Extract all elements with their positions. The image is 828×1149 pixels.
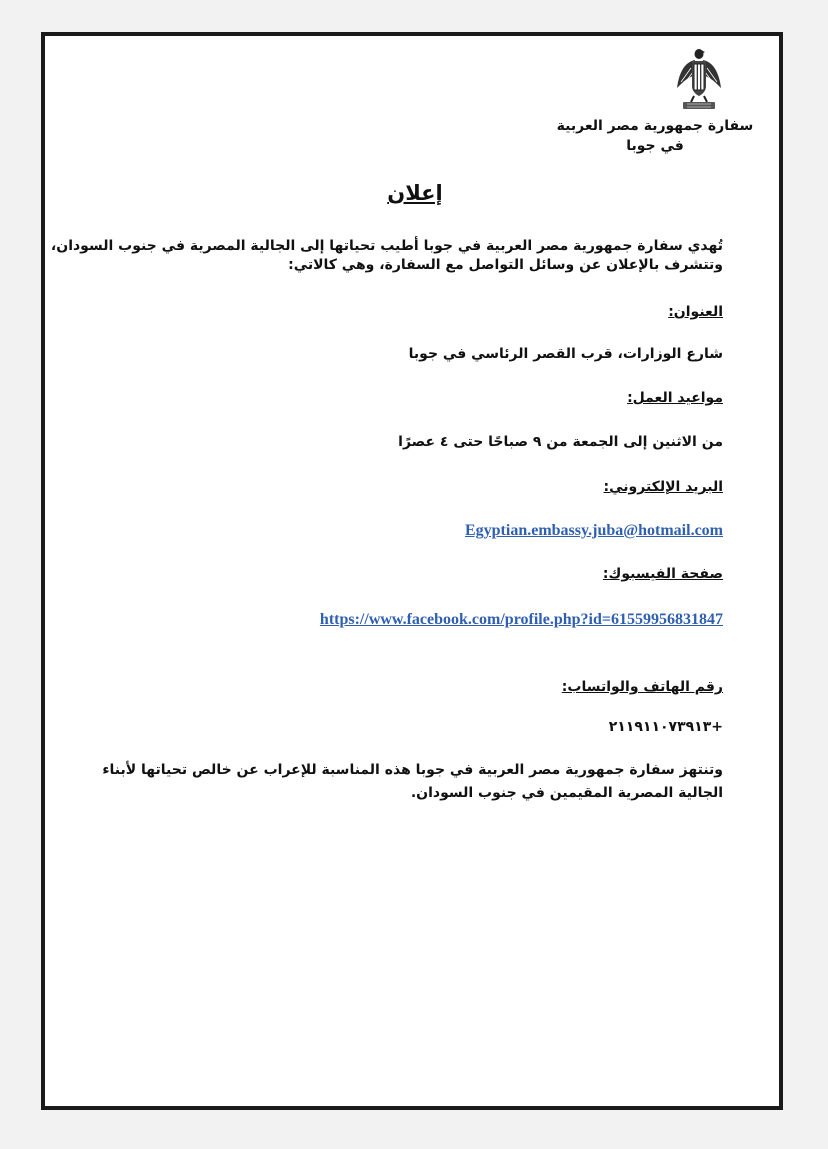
closing-paragraph bbox=[102, 759, 723, 805]
email-heading: البريد الإلكتروني: bbox=[603, 479, 723, 495]
embassy-name-line2: في جوبا bbox=[626, 138, 684, 154]
intro-line-2: وتتشرف بالإعلان عن وسائل التواصل مع السفارة، وهي كالاتي: bbox=[288, 257, 723, 273]
address-heading: العنوان: bbox=[668, 304, 723, 320]
address-value: شارع الوزارات، قرب القصر الرئاسي في جوبا bbox=[408, 346, 723, 362]
closing-line-1: وتنتهز سفارة جمهورية مصر العربية في جوبا هذه المناسبة للإعراب عن خالص تحياتها لأبناء bbox=[102, 762, 723, 778]
embassy-name bbox=[535, 116, 775, 156]
facebook-heading: صفحة الفيسبوك: bbox=[602, 566, 723, 582]
email-link[interactable]: Egyptian.embassy.juba@hotmail.com bbox=[464, 522, 723, 539]
hours-value: من الاثنين إلى الجمعة من ٩ صباحًا حتى ٤ عصرًا bbox=[398, 434, 723, 450]
announcement-title: إعلان bbox=[387, 181, 443, 205]
intro-line-1: تُهدي سفارة جمهورية مصر العربية في جوبا أطيب تحياتها إلى الجالية المصرية في جنوب السودان، bbox=[50, 238, 723, 254]
phone-heading: رقم الهاتف والواتساب: bbox=[561, 679, 723, 695]
intro-paragraph bbox=[51, 237, 723, 275]
embassy-name-line1: سفارة جمهورية مصر العربية bbox=[556, 118, 754, 134]
facebook-link[interactable]: https://www.facebook.com/profile.php?id=61559956831847 bbox=[319, 611, 723, 628]
document-page bbox=[41, 32, 783, 1110]
hours-heading: مواعيد العمل: bbox=[627, 390, 723, 406]
phone-value: +٢١١٩١١٠٧٣٩١٣ bbox=[608, 719, 723, 735]
eagle-emblem-icon bbox=[675, 46, 723, 116]
closing-line-2: الجالية المصرية المقيمين في جنوب السودان. bbox=[410, 785, 723, 801]
